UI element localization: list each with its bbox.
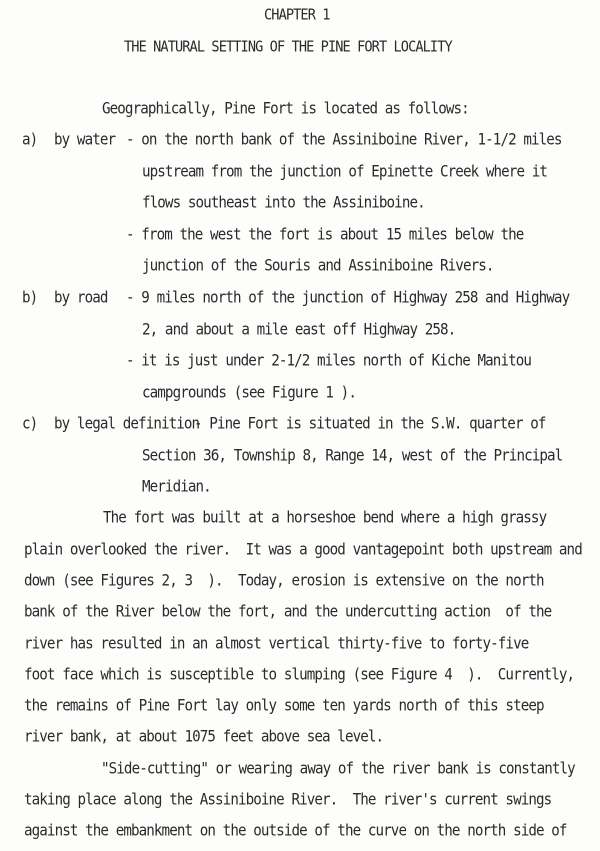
paragraph-line: river bank, at about 1075 feet above sea level. [24,728,384,747]
item-line: - Pine Fort is situated in the S.W. quarter of [194,415,546,434]
paragraph-line: bank of the River below the fort, and the undercutting action of the [24,603,552,622]
item-line: - 9 miles north of the junction of Highway 258 and Highway [126,289,570,308]
chapter-heading: CHAPTER 1 [264,6,330,25]
paragraph-line: against the embankment on the outside of the curve on the north side of [24,822,567,841]
item-line: junction of the Souris and Assiniboine Rivers. [142,257,494,276]
item-line: flows southeast into the Assiniboine. [142,194,425,213]
paragraph-line: river has resulted in an almost vertical thirty-five to forty-five [24,635,529,654]
item-line: - on the north bank of the Assiniboine River, 1-1/2 miles [126,131,562,150]
item-line: upstream from the junction of Epinette Creek where it [142,163,548,182]
paragraph-line: "Side-cutting" or wearing away of the river bank is constantly [101,760,575,779]
paragraph-line: the remains of Pine Fort lay only some ten yards north of this steep [24,697,544,716]
item-line: - it is just under 2-1/2 miles north of Kiche Manitou [126,352,532,371]
item-label: by road [54,289,108,308]
chapter-title: THE NATURAL SETTING OF THE PINE FORT LOCALITY [124,38,452,57]
item-line: Section 36, Township 8, Range 14, west of the Principal [142,447,563,466]
item-line: Meridian. [142,478,211,497]
item-marker: a) [22,131,38,150]
paragraph-line: taking place along the Assiniboine River. The river's current swings [24,791,552,810]
paragraph-line: plain overlooked the river. It was a good vantagepoint both upstream and [24,541,582,560]
intro-sentence: Geographically, Pine Fort is located as follows: [102,100,469,119]
paragraph-line: down (see Figures 2, 3 ). Today, erosion is extensive on the north [24,572,544,591]
item-marker: b) [22,289,38,308]
item-line: - from the west the fort is about 15 miles below the [126,226,524,245]
item-line: 2, and about a mile east off Highway 258. [142,321,456,340]
item-marker: c) [22,415,38,434]
item-label: by water [54,131,116,150]
paragraph-line: The fort was built at a horseshoe bend where a high grassy [103,509,547,528]
item-label: by legal definition [54,415,200,434]
paragraph-line: foot face which is susceptible to slumping (see Figure 4 ). Currently, [24,666,575,685]
item-line: campgrounds (see Figure 1 ). [142,384,356,403]
